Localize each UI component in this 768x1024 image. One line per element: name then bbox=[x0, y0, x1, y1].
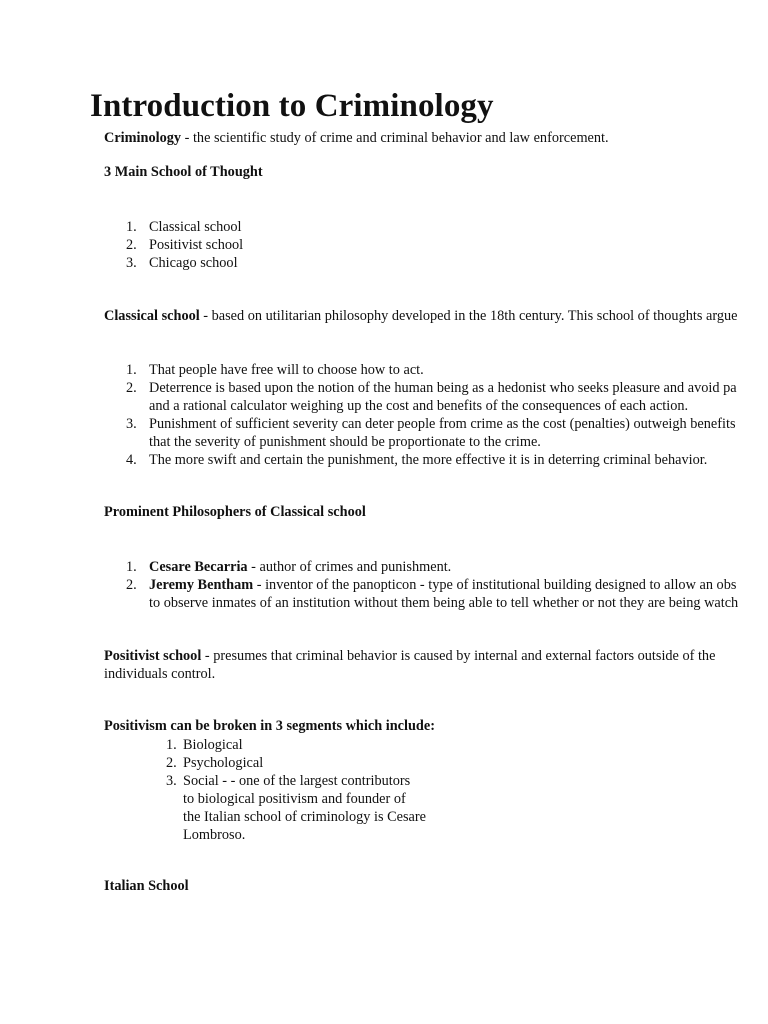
philosophers-list bbox=[104, 558, 738, 612]
list-item: 1. Cesare Becarria - author of crimes and punishment. bbox=[126, 559, 452, 575]
term-classical-school: Classical school bbox=[104, 308, 200, 324]
list-item: 1. Classical school bbox=[126, 219, 242, 235]
term-criminology: Criminology bbox=[104, 130, 182, 146]
term-positivist-school: Positivist school bbox=[104, 648, 202, 664]
list-item: 2. Jeremy Bentham - inventor of the panopticon - type of institutional building designed to allow an obs to observe inmates of an institution without them being able to tell whether or not they are being watch bbox=[126, 577, 739, 611]
philosopher-name: Jeremy Bentham bbox=[149, 577, 254, 593]
philosopher-name: Cesare Becarria bbox=[149, 559, 248, 575]
classical-definition-text: - based on utilitarian philosophy developed in the 18th century. This school of thoughts argue bbox=[199, 308, 738, 324]
list-item: 3. Punishment of sufficient severity can deter people from crime as the cost (penalties) outweigh benefits that the severity of punishment should be proportionate to the crime. bbox=[126, 416, 736, 450]
philosophers-heading: Prominent Philosophers of Classical school bbox=[104, 504, 366, 520]
list-item: 4. The more swift and certain the punishment, the more effective it is in deterring criminal behavior. bbox=[126, 452, 708, 468]
positivist-definition: Positivist school - presumes that criminal behavior is caused by internal and external factors outside of the individuals control. bbox=[104, 648, 716, 682]
classical-points-list bbox=[104, 361, 737, 469]
list-item: 2. Positivist school bbox=[126, 237, 244, 253]
schools-list bbox=[104, 218, 243, 272]
list-item: 2. Psychological bbox=[166, 755, 264, 771]
list-item: 1. Biological bbox=[166, 737, 243, 753]
criminology-definition bbox=[104, 129, 609, 147]
positivism-heading: Positivism can be broken in 3 segments which include: bbox=[104, 718, 435, 734]
list-item: 3. Social - - one of the largest contributors to biological positivism and founder of the Italian school of criminology is Cesare Lombroso. bbox=[166, 773, 426, 843]
italian-school-heading: Italian School bbox=[104, 878, 189, 894]
classical-definition bbox=[104, 307, 737, 325]
list-item: 2. Deterrence is based upon the notion of the human being as a hedonist who seeks pleasure and avoid pa and a rational calculator weighing up the cost and benefits of the consequences of each action. bbox=[126, 380, 737, 414]
schools-heading: 3 Main School of Thought bbox=[104, 164, 263, 180]
list-item: 3. Chicago school bbox=[126, 255, 238, 271]
criminology-definition-text: - the scientific study of crime and criminal behavior and law enforcement. bbox=[181, 130, 609, 146]
segments-list bbox=[166, 736, 426, 844]
list-item: 1. That people have free will to choose how to act. bbox=[126, 362, 424, 378]
page-title: Introduction to Criminology bbox=[90, 88, 494, 124]
